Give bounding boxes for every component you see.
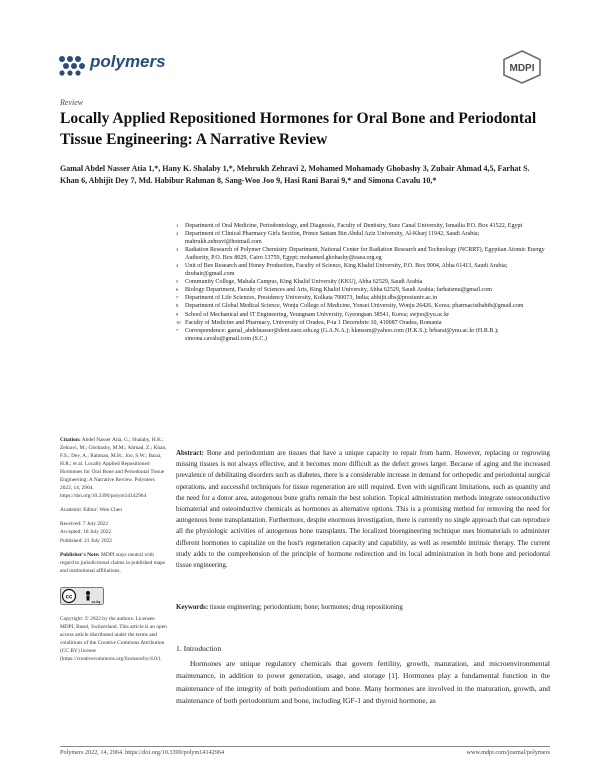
affiliation-item (176, 294, 550, 302)
affiliation-number: 10 (176, 319, 181, 325)
affiliation-text: Community College, Mahala Campus, King Khalid University (KKU), Abha 62529, Saudi Arabia (185, 279, 423, 286)
footer-divider (60, 746, 550, 747)
affiliation-item (176, 327, 550, 343)
affiliation-number: 7 (176, 295, 179, 301)
keywords-label: Keywords: (176, 604, 209, 611)
publisher-note (60, 551, 168, 575)
affiliation-item (176, 286, 550, 294)
accepted-date: Accepted: 18 July 2022 (60, 529, 112, 536)
copyright-text: Copyright: © 2022 by the authors. Licensee MDPI, Basel, Switzerland. This article is an open access article distributed under the terms and conditions of the Creative Commons Attribution (CC BY) license (https://creativecommons.org/licenses/by/4.0/). (60, 615, 167, 662)
polymers-logo-icon (58, 54, 86, 76)
affiliation-number: 5 (176, 279, 179, 285)
keywords (176, 602, 550, 613)
affiliation-text: Department of Global Medical Science, Wonju College of Medicine, Yonsei University, Wonju 26426, Korea; pharmacisthabib@gmail.com (185, 303, 524, 310)
affiliation-item (176, 319, 550, 327)
footer-citation[interactable]: Polymers 2022, 14, 2964. https://doi.org/10.3390/polym14142964 (60, 749, 225, 756)
affiliations (176, 222, 550, 343)
journal-name: polymers (90, 52, 166, 71)
affiliation-item (176, 222, 550, 230)
affiliation-text: Radiation Research of Polymer Chemistry Department, National Center for Radiation Research and Technology (NCRRT), Egyptian Atomic Energy Authority, P.O. Box 8029, Cairo 13759, Egypt; mohamed.ghobashy@eaea.org.eg (185, 247, 545, 262)
cc-by-license-icon[interactable] (60, 587, 104, 605)
affiliation-item (176, 246, 550, 262)
publisher-note-label: Publisher's Note: (60, 551, 100, 558)
affiliation-text: School of Mechanical and IT Engineering, Yeungnam University, Gyeongsan 38541, Korea; swjoo@yu.ac.kr (185, 311, 450, 318)
academic-editor: Academic Editor: Wen Chen (60, 507, 122, 514)
footer-journal-url[interactable]: www.mdpi.com/journal/polymers (466, 749, 550, 756)
received-date: Received: 7 July 2022 (60, 521, 109, 528)
affiliation-text: Unit of Bee Research and Honey Production, Faculty of Science, King Khalid University, P.O. Box 9004, Abha 61413, Saudi Arabia; dzubair@gmail.com (185, 263, 508, 278)
affiliation-number: 1 (176, 223, 179, 228)
affiliation-text: Department of Clinical Pharmacy Girls Section, Prince Sattam Bin Abdul Aziz University, Al-Kharj 11942, Saudi Arabia; mahrukh.zehravi@hotmail.com (185, 231, 480, 246)
cc-badge-label: cc by (91, 599, 101, 604)
article-title: Locally Applied Repositioned Hormones for Oral Bone and Periodontal Tissue Engineering: A Narrative Review (60, 110, 537, 148)
sidebar (60, 436, 168, 669)
affiliation-number: * (176, 327, 179, 333)
author-list: Gamal Abdel Nasser Atia 1,*, Hany K. Shalaby 1,*, Mehrukh Zehravi 2, Mohamed Mohamady Ghobashy 3, Zubair Ahmad 4,5, Farhat S. Khan 6, Abhijit Dey 7, Md. Habibur Rahman 8, Sang-Woo Joo 9, Hasi Rani Barai 9,* and Simona Cavalu 10,* (60, 164, 530, 186)
affiliation-text: Department of Oral Medicine, Periodontology, and Diagnosis, Faculty of Dentistry, Suez Canal University, Ismailia P.O. Box 41522, Egypt (185, 223, 523, 229)
intro-text: Hormones are unique regulatory chemicals that govern fertility, growth, maturation, and microenvironmental maintenance, in addition to power generation, usage, and storage [1]. Hormones play a fundamental function in the maintenance of the integrity of both periodontium and bone. Many hormones are involved in the maturation, growth, and maintenance of both periodontium and bone, including IGF-1 and thyroid hormone, as (176, 659, 550, 706)
svg-text:cc: cc (65, 594, 73, 601)
abstract-label: Abstract: (176, 450, 204, 457)
mdpi-logo-icon[interactable] (502, 50, 542, 84)
affiliation-item (176, 230, 550, 246)
mdpi-logo-text: MDPI (509, 63, 535, 74)
abstract-text: Bone and periodontium are tissues that have a unique capacity to repair from harm. However, replacing or regrowing missing tissues is not always effective, and it becomes more difficult as the defect grows larger. Because of aging and the increased prevalence of debilitating disorders such as diabetes, there is a considerable increase in demand for orthopedic and periodontal surgical operations, and successful techniques for tissue regeneration are still required. Even with significant limitations, such as quantity and the need for a donor area, autogenous bone grafts remain the best solution. Topical administration methods integrate osteoconductive biomaterial and osteoinductive chemicals as hormones as alternative options. This is a promising method for removing the need for autogenous bone transplantation. Furthermore, despite enormous investigation, there is currently no single approach that can reproduce all the physiologic activities of autogenous bone transplants. The localized bioengineering technique uses biomaterials to administer different hormones to capitalize on the host's regeneration capacity and capability, as well as resemble intrinsic therapy. The current study adds to the comprehension of the principle of hormone redirection and its local administration in both bone and periodontal tissue engineering. (176, 450, 550, 570)
intro-paragraph (176, 658, 550, 708)
citation-block (60, 436, 168, 500)
affiliation-text: Faculty of Medicine and Pharmacy, University of Oradea, P-ta 1 Decembrie 10, 410087 Oradea, Romania (185, 319, 442, 326)
affiliation-number: 2 (176, 231, 179, 237)
citation-label: Citation: (60, 437, 81, 443)
affiliation-number: 9 (176, 311, 179, 317)
affiliation-text: Correspondence: gamal_abdelnasser@dent.suez.edu.eg (G.A.N.A.); hkmssm@yahoo.com (H.K.S.); hrbarai@ynu.ac.kr (H.R.B.); simona.cavalu@gmail.com (S.C.) (185, 327, 499, 342)
affiliation-item (176, 311, 550, 319)
publisher-note-text: MDPI stays neutral with regard to jurisdictional claims in published maps and institutional affiliations. (60, 551, 166, 574)
published-date: Published: 21 July 2022 (60, 537, 112, 544)
affiliation-number: 8 (176, 303, 179, 309)
abstract (176, 448, 550, 571)
affiliation-text: Biology Department, Faculty of Sciences and Arts, King Khalid University, Abha 62529, Saudi Arabia; farhatsmu@gmail.com (185, 287, 492, 294)
section-heading: 1. Introduction (176, 644, 222, 653)
keywords-text: tissue engineering; periodontium; bone; hormones; drug repositioning (209, 604, 403, 611)
copyright-block (60, 615, 168, 663)
article-type: Review (60, 98, 84, 107)
affiliation-number: 4 (176, 263, 179, 269)
affiliation-item (176, 302, 550, 310)
affiliation-number: 3 (176, 247, 179, 253)
affiliation-item (176, 278, 550, 286)
affiliation-text: Department of Life Sciences, Presidency University, Kolkata 700073, India; abhijit.dbs@presiuniv.ac.in (185, 295, 438, 302)
affiliation-item (176, 262, 550, 278)
citation-text[interactable]: Abdel Nasser Atia, G.; Shalaby, H.K.; Zehravi, M.; Ghobashy, M.M.; Ahmad, Z.; Khan, F.S.; Dey, A.; Rahman, M.H.; Joo, S.W.; Barai, H.R.; et al. Locally Applied Repositioned Hormones for Oral Bone and Periodontal Tissue Engineering: A Narrative Review. Polymers 2022, 14, 2964. https://doi.org/10.3390/polym14142964 (60, 437, 167, 500)
affiliation-number: 6 (176, 287, 179, 293)
